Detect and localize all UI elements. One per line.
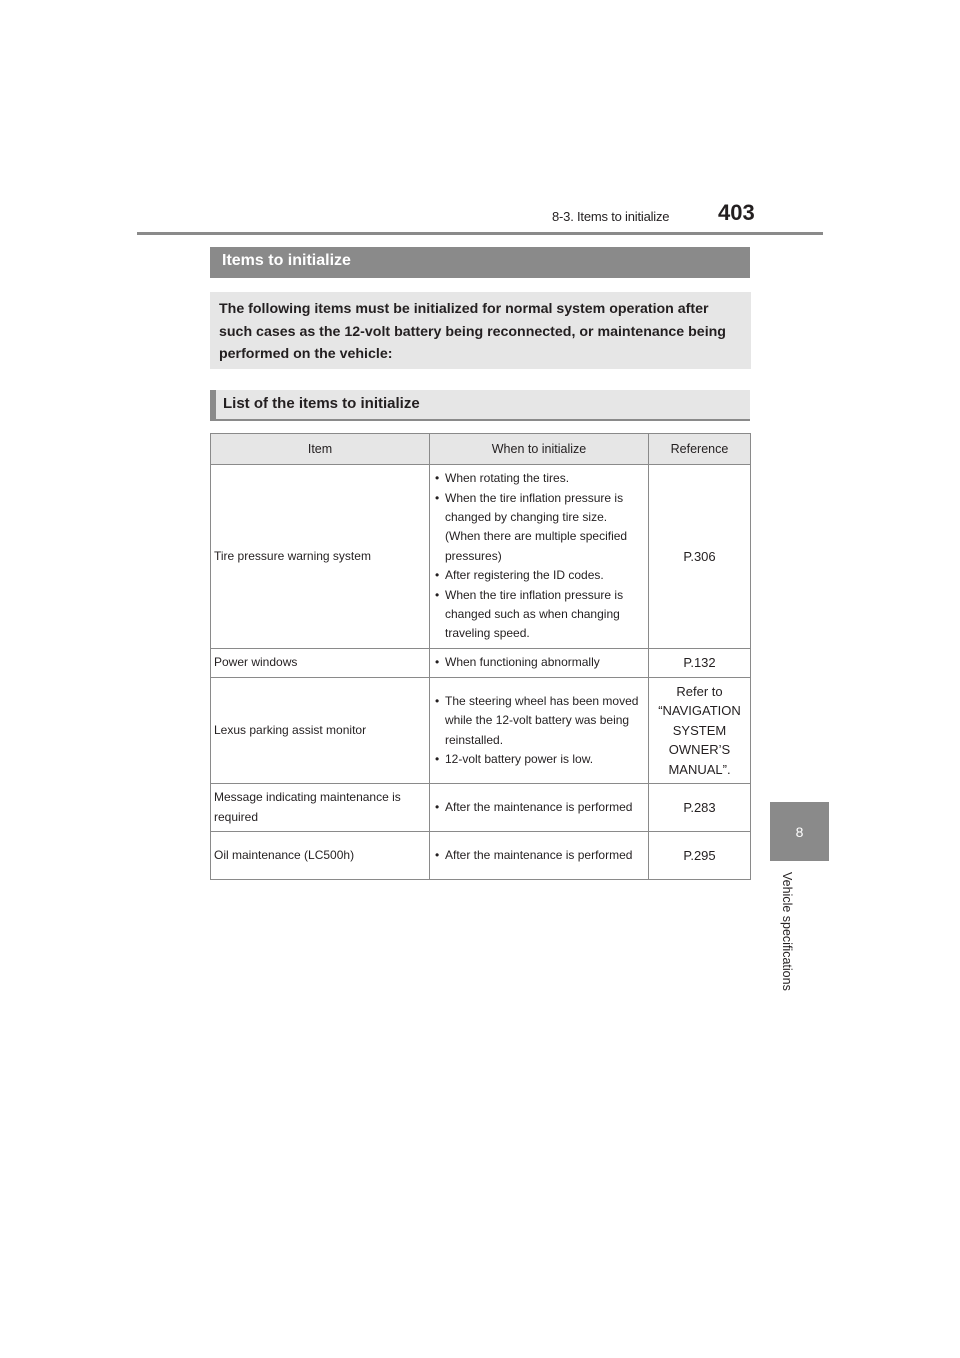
table-row xyxy=(211,465,751,649)
when-cell xyxy=(430,832,649,880)
when-item: • When functioning abnormally xyxy=(433,653,645,672)
chapter-tab-title: Vehicle specifications xyxy=(780,872,794,991)
when-cell xyxy=(430,784,649,832)
column-header-when: When to initialize xyxy=(430,434,649,465)
when-cell xyxy=(430,678,649,784)
page-number: 403 xyxy=(718,200,755,225)
reference-cell: P.295 xyxy=(649,832,751,880)
table-header-row xyxy=(211,434,751,465)
when-item: • 12-volt battery power is low. xyxy=(433,750,645,769)
when-item: • When the tire inflation pressure is changed such as when changing traveling speed. xyxy=(433,586,645,644)
section-heading: List of the items to initialize xyxy=(210,390,750,421)
when-item: • After registering the ID codes. xyxy=(433,566,645,585)
intro-text: The following items must be initialized for normal system operation after such cases as the 12-volt battery being reconnected, or maintenance being performed on the vehicle: xyxy=(210,292,751,369)
table-row xyxy=(211,678,751,784)
item-cell: Oil maintenance (LC500h) xyxy=(211,832,430,880)
table-row xyxy=(211,649,751,678)
chapter-tab-number: 8 xyxy=(770,802,829,861)
when-item: • The steering wheel has been moved while the 12-volt battery was being reinstalled. xyxy=(433,692,645,750)
column-header-reference: Reference xyxy=(649,434,751,465)
reference-cell: Refer to “NAVIGATION SYSTEM OWNER’S MANUAL”. xyxy=(649,678,751,784)
reference-cell: P.132 xyxy=(649,649,751,678)
table-row xyxy=(211,832,751,880)
reference-cell: P.283 xyxy=(649,784,751,832)
when-item: • After the maintenance is performed xyxy=(433,798,645,817)
reference-cell: P.306 xyxy=(649,465,751,649)
column-header-item: Item xyxy=(211,434,430,465)
header-section-title: 8-3. Items to initialize xyxy=(552,209,670,224)
item-cell: Tire pressure warning system xyxy=(211,465,430,649)
when-item: • When the tire inflation pressure is changed by changing tire size. (When there are multiple specified pressures) xyxy=(433,489,645,567)
items-table xyxy=(210,433,751,880)
when-item: • When rotating the tires. xyxy=(433,469,645,488)
item-cell: Message indicating maintenance is required xyxy=(211,784,430,832)
table-row xyxy=(211,784,751,832)
item-cell: Power windows xyxy=(211,649,430,678)
header-divider xyxy=(137,232,823,235)
item-cell: Lexus parking assist monitor xyxy=(211,678,430,784)
when-item: • After the maintenance is performed xyxy=(433,846,645,865)
when-cell xyxy=(430,649,649,678)
page-title: Items to initialize xyxy=(210,247,750,278)
when-cell xyxy=(430,465,649,649)
